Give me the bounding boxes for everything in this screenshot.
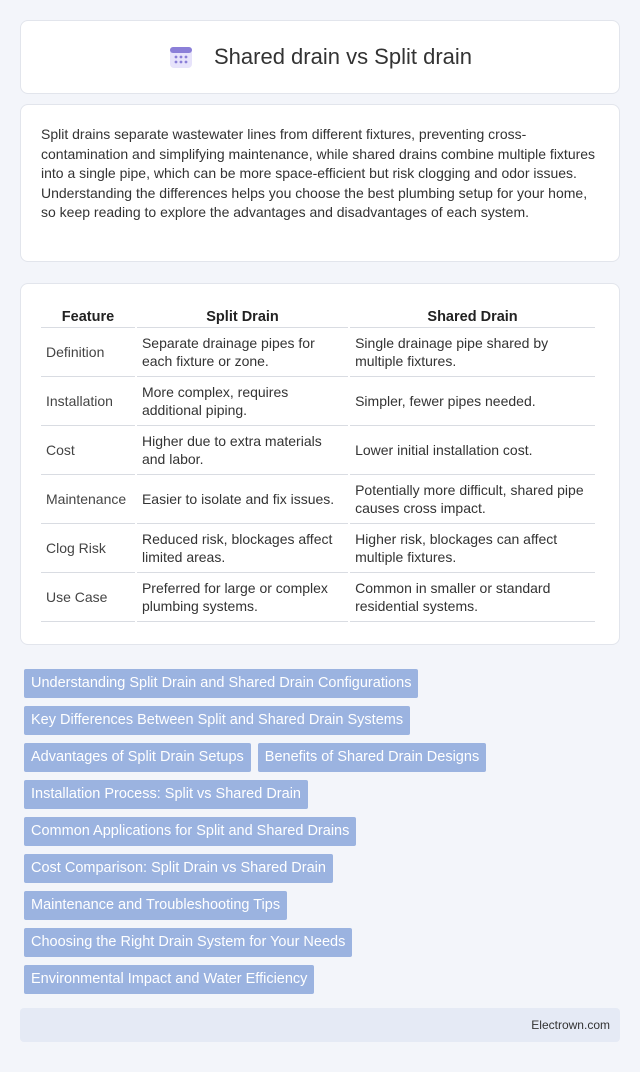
- cell-feature: Clog Risk: [41, 524, 135, 573]
- header-feature: Feature: [41, 304, 135, 328]
- cell-split: Separate drainage pipes for each fixture or zone.: [137, 328, 348, 377]
- table-row: [41, 524, 595, 573]
- intro-card: [20, 104, 620, 262]
- cell-shared: Simpler, fewer pipes needed.: [350, 377, 595, 426]
- cell-split: Reduced risk, blockages affect limited areas.: [137, 524, 348, 573]
- cell-feature: Use Case: [41, 573, 135, 622]
- comparison-table-card: [20, 283, 620, 645]
- tag-link[interactable]: Choosing the Right Drain System for Your Needs: [24, 928, 352, 957]
- cell-shared: Potentially more difficult, shared pipe causes cross impact.: [350, 475, 595, 524]
- cell-split: Higher due to extra materials and labor.: [137, 426, 348, 475]
- tag-link[interactable]: Key Differences Between Split and Shared Drain Systems: [24, 706, 410, 735]
- table-row: [41, 426, 595, 475]
- cell-shared: Single drainage pipe shared by multiple fixtures.: [350, 328, 595, 377]
- footer-site-name[interactable]: Electrown.com: [531, 1018, 610, 1032]
- tag-link[interactable]: Cost Comparison: Split Drain vs Shared Drain: [24, 854, 333, 883]
- tag-link[interactable]: Benefits of Shared Drain Designs: [258, 743, 486, 772]
- cell-split: More complex, requires additional piping.: [137, 377, 348, 426]
- cell-shared: Higher risk, blockages can affect multiple fixtures.: [350, 524, 595, 573]
- header-split-drain: Split Drain: [137, 304, 348, 328]
- page-title: Shared drain vs Split drain: [213, 44, 473, 69]
- comparison-table: [39, 304, 597, 622]
- table-row: [41, 475, 595, 524]
- table-row: [41, 573, 595, 622]
- cell-feature: Cost: [41, 426, 135, 475]
- cell-feature: Maintenance: [41, 475, 135, 524]
- topic-tags: [24, 669, 620, 1002]
- cell-shared: Common in smaller or standard residential systems.: [350, 573, 595, 622]
- cell-split: Preferred for large or complex plumbing systems.: [137, 573, 348, 622]
- table-row: [41, 328, 595, 377]
- cell-feature: Definition: [41, 328, 135, 377]
- footer: [20, 1008, 620, 1042]
- header-shared-drain: Shared Drain: [350, 304, 595, 328]
- tag-link[interactable]: Understanding Split Drain and Shared Drain Configurations: [24, 669, 418, 698]
- tag-link[interactable]: Common Applications for Split and Shared Drains: [24, 817, 356, 846]
- tag-link[interactable]: Advantages of Split Drain Setups: [24, 743, 251, 772]
- table-header-row: [41, 304, 595, 328]
- cell-feature: Installation: [41, 377, 135, 426]
- tag-link[interactable]: Maintenance and Troubleshooting Tips: [24, 891, 287, 920]
- tag-link[interactable]: Environmental Impact and Water Efficiency: [24, 965, 314, 994]
- calendar-icon: [168, 44, 194, 70]
- cell-split: Easier to isolate and fix issues.: [137, 475, 348, 524]
- table-row: [41, 377, 595, 426]
- intro-paragraph: Split drains separate wastewater lines from different fixtures, preventing cross-contamination and simplifying maintenance, while shared drains combine multiple fixtures into a single pipe, which can be more space-efficient but risk clogging and odor issues. Understanding the differences helps you choose the best plumbing setup for your home, so keep reading to explore the advantages and disadvantages of each system.: [41, 126, 596, 220]
- title-card: [20, 20, 620, 94]
- tag-link[interactable]: Installation Process: Split vs Shared Drain: [24, 780, 308, 809]
- cell-shared: Lower initial installation cost.: [350, 426, 595, 475]
